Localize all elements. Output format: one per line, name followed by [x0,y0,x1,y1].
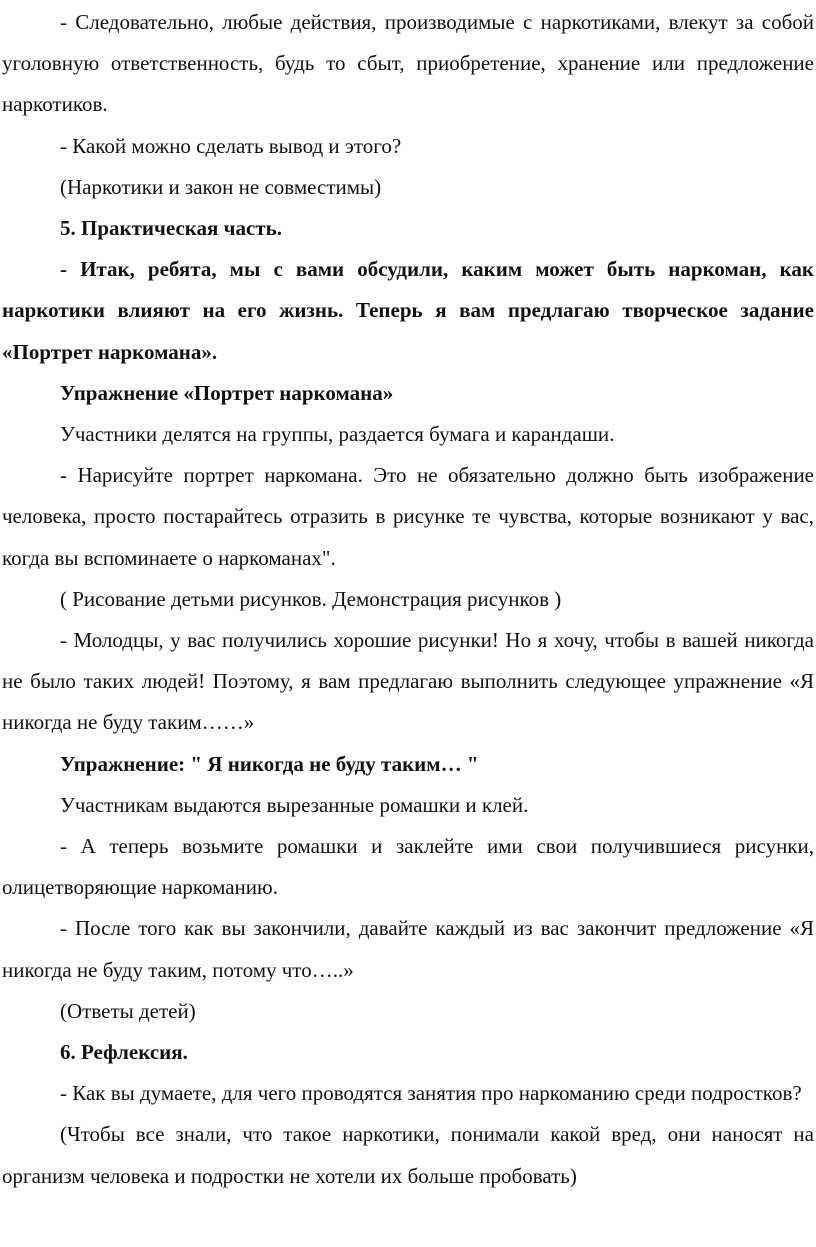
paragraph-drawing-demo: ( Рисование детьми рисунков. Демонстрация рисунков ) [60,586,562,611]
paragraph-finish-sentence: - После того как вы закончили, давайте каждый из вас закончит предложение «Я никогда не буду таким, потому что…..» [2,916,814,982]
paragraph-answer-law: (Наркотики и закон не совместимы) [60,174,382,199]
paragraph-groups: Участники делятся на группы, раздается бумага и карандаши. [60,422,615,447]
exercise-heading-portrait: Упражнение «Портрет наркомана» [60,380,394,405]
section-heading-reflection: 6. Рефлексия. [60,1040,188,1065]
paragraph-reflection-answer: (Чтобы все знали, что такое наркотики, понимали какой вред, они наносят на организм человека и подростки не хотели их больше пробовать) [2,1122,814,1188]
paragraph-draw-portrait: - Нарисуйте портрет наркомана. Это не обязательно должно быть изображение человека, просто постарайтесь отразить в рисунке те чувства, которые возникают у вас, когда вы вспоминаете о наркоманах". [2,463,814,570]
exercise-heading-never: Упражнение: " Я никогда не буду таким… " [60,751,479,776]
section-heading-practical: 5. Практическая часть. [60,216,282,241]
paragraph-reflection-question: - Как вы думаете, для чего проводятся занятия про наркоманию среди подростков? [60,1081,802,1106]
paragraph-glue-daisies: - А теперь возьмите ромашки и заклейте ими свои получившиеся рисунки, олицетворяющие наркоманию. [2,834,814,900]
paragraph-children-answers: (Ответы детей) [60,998,196,1023]
paragraph-good-drawings: - Молодцы, у вас получились хорошие рисунки! Но я хочу, чтобы в вашей никогда не было таких людей! Поэтому, я вам предлагаю выполнить следующее упражнение «Я никогда не буду таким……» [2,628,814,735]
paragraph-consequences: - Следовательно, любые действия, производимые с наркотиками, влекут за собой уголовную ответственность, будь то сбыт, приобретение, хранение или предложение наркотиков. [2,10,814,117]
paragraph-question-conclusion: - Какой можно сделать вывод и этого? [60,133,402,158]
paragraph-daisies: Участникам выдаются вырезанные ромашки и клей. [60,792,529,817]
paragraph-creative-task: - Итак, ребята, мы с вами обсудили, каким может быть наркоман, как наркотики влияют на его жизнь. Теперь я вам предлагаю творческое задание «Портрет наркомана». [2,257,814,364]
